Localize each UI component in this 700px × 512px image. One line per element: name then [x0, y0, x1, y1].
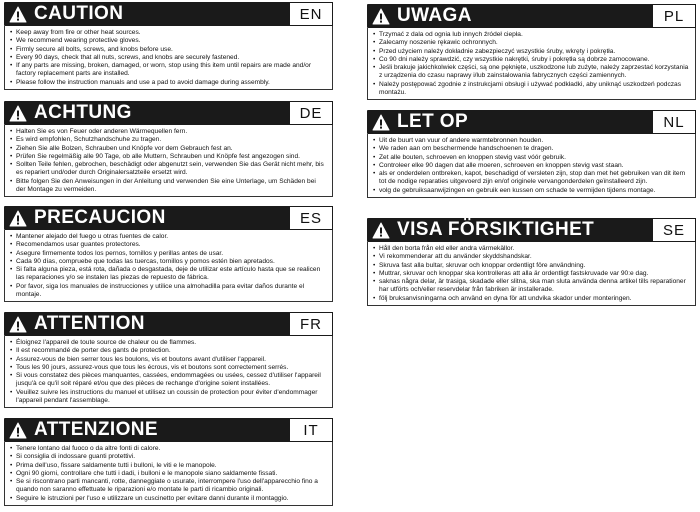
list-item: • Assurez-vous de bien serrer tous les boulons, vis et boutons avant d'utiliser l'appareil. [10, 356, 327, 364]
section-nl [367, 110, 696, 198]
list-item: • Vi rekommenderar att du använder skyddshandskar. [373, 253, 690, 261]
list-item: • Firmly secure all bolts, screws, and knobs before use. [10, 46, 327, 54]
list-item: • We raden aan om beschermende handschoenen te dragen. [373, 145, 690, 153]
section-body [367, 242, 696, 306]
list-item: • Every 90 days, check that all nuts, screws, and knobs are securely fastened. [10, 54, 327, 62]
list-item: • Zet alle bouten, schroeven en knoppen stevig vast vóór gebruik. [373, 154, 690, 162]
section-title: UWAGA [397, 5, 472, 26]
section-header [4, 312, 333, 336]
list-item: • als er onderdelen ontbreken, kapot, beschadigd of versleten zijn, stop dan met het gebruiken van dit item tot de nodige reparaties uitgevoerd zijn en/of originele vervangonderdelen geïnstalleerd zijn. [373, 170, 690, 187]
list-item: • Håll den borta från eld eller andra värmekällor. [373, 245, 690, 253]
section-it [4, 418, 333, 506]
section-body [4, 336, 333, 408]
section-body [4, 26, 333, 90]
warning-triangle-icon [9, 422, 27, 439]
list-item: • Por favor, siga los manuales de instrucciones y utilice una almohadilla para evitar daños durante el montaje. [10, 283, 327, 300]
list-item: • If any parts are missing, broken, damaged, or worn, stop using this item until repairs are made and/or factory replacement parts are installed. [10, 62, 327, 79]
warning-triangle-icon [372, 222, 390, 239]
section-header [4, 206, 333, 230]
list-item: • Si vous constatez des pièces manquantes, cassées, endommagées ou usées, cessez d'utiliser l'appareil jusqu'à ce qu'il soit réparé et/ou que des pièces de rechange d'origine soient installées. [10, 372, 327, 389]
list-item: • Tous les 90 jours, assurez-vous que tous les écrous, vis et boutons sont correctement serrés. [10, 364, 327, 372]
warning-triangle-icon [372, 114, 390, 131]
language-code: NL [652, 110, 696, 134]
list-item: • Jeśli brakuje jakichkolwiek części, są one pęknięte, uszkodzone lub zużyte, należy zaprzestać korzystania z urządzenia do czasu naprawy i/lub zainstalowania fabrycznych części zamiennych. [373, 64, 690, 81]
language-code: EN [289, 2, 333, 26]
list-item: • Skruva fast alla bultar, skruvar och knoppar ordentligt före användning. [373, 262, 690, 270]
list-item: • Controleer elke 90 dagen dat alle moeren, schroeven en knoppen stevig vast staan. [373, 162, 690, 170]
list-item: • Tenere lontano dal fuoco o da altre fonti di calore. [10, 445, 327, 453]
list-item: • Es wird empfohlen, Schutzhandschuhe zu tragen. [10, 136, 327, 144]
warning-triangle-icon [9, 105, 27, 122]
language-code: FR [289, 312, 333, 336]
list-item: • Należy postępować zgodnie z instrukcjami obsługi i używać podkładki, aby uniknąć uszkodzeń podczas montażu. [373, 81, 690, 98]
section-en [4, 2, 333, 90]
list-item: • Mantener alejado del fuego u otras fuentes de calor. [10, 233, 327, 241]
list-item: • Veuillez suivre les instructions du manuel et utilisez un coussin de protection pour éviter d'endommager l'appareil pendant l'assemblage. [10, 389, 327, 406]
warning-triangle-icon [9, 6, 27, 23]
section-se [367, 218, 696, 306]
list-item: • Asegure firmemente todos los pernos, tornillos y perillas antes de usar. [10, 250, 327, 258]
section-fr [4, 312, 333, 408]
list-item: • Bitte folgen Sie den Anweisungen in der Anleitung und verwenden Sie eine Unterlage, um Schäden bei der Montage zu vermeiden. [10, 178, 327, 195]
section-title: LET OP [397, 111, 469, 132]
section-title: ATTENZIONE [34, 419, 158, 440]
list-item: • Se si riscontrano parti mancanti, rotte, danneggiate o usurate, interrompere l'uso dell'apparecchio fino a quando non saranno effettuate le riparazioni e/o montate le parti di ricambio originali. [10, 478, 327, 495]
section-body [367, 28, 696, 100]
section-header [367, 110, 696, 134]
section-header [4, 101, 333, 125]
warning-triangle-icon [9, 210, 27, 227]
list-item: • volg de gebruiksaanwijzingen en gebruik een kussen om schade te vermijden tijdens montage. [373, 187, 690, 195]
warning-triangle-icon [372, 8, 390, 25]
list-item: • följ bruksanvisningarna och använd en dyna för att undvika skador under monteringen. [373, 295, 690, 303]
list-item: • Muttrar, skruvar och knoppar ska kontrolleras att alla är ordentligt fastskruvade var 90:e dag. [373, 270, 690, 278]
section-body [4, 442, 333, 506]
list-item: • Trzymać z dala od ognia lub innych źródeł ciepła. [373, 31, 690, 39]
language-code: DE [289, 101, 333, 125]
section-body [367, 134, 696, 198]
list-item: • Przed użyciem należy dokładnie zabezpieczyć wszystkie śruby, wkręty i pokrętła. [373, 48, 690, 56]
section-title: VISA FÖRSIKTIGHET [397, 219, 595, 240]
section-title: PRECAUCION [34, 207, 166, 228]
section-title: ATTENTION [34, 313, 145, 334]
list-item: • Éloignez l'appareil de toute source de chaleur ou de flammes. [10, 339, 327, 347]
list-item: • Zalecamy noszenie rękawic ochronnych. [373, 39, 690, 47]
section-header [4, 2, 333, 26]
list-item: • Please follow the instruction manuals and use a pad to avoid damage during assembly. [10, 79, 327, 87]
list-item: • Recomendamos usar guantes protectores. [10, 241, 327, 249]
section-header [4, 418, 333, 442]
section-de [4, 101, 333, 197]
list-item: • Si falta alguna pieza, está rota, dañada o desgastada, deje de utilizar este artículo hasta que se realicen las reparaciones y/o se instalen las piezas de repuesto de fábrica. [10, 266, 327, 283]
section-body [4, 125, 333, 197]
language-code: IT [289, 418, 333, 442]
language-code: ES [289, 206, 333, 230]
list-item: • Il est recommandé de porter des gants de protection. [10, 347, 327, 355]
list-item: • Halten Sie es von Feuer oder anderen Wärmequellen fern. [10, 128, 327, 136]
list-item: • Sollten Teile fehlen, gebrochen, beschädigt oder abgenutzt sein, verwenden Sie das Gerät nicht mehr, bis es repariert und/oder durch Originalersatzteile ersetzt wird. [10, 161, 327, 178]
warning-triangle-icon [9, 316, 27, 333]
list-item: • Co 90 dni należy sprawdzić, czy wszystkie nakrętki, śruby i pokrętła są dobrze zamocowane. [373, 56, 690, 64]
list-item: • saknas några delar, är trasiga, skadade eller slitna, ska man sluta använda denna artikel tills reparationer har utförts och/eller reservdelar från fabriken är installerade. [373, 278, 690, 295]
section-es [4, 206, 333, 302]
section-header [367, 218, 696, 242]
section-pl [367, 4, 696, 100]
list-item: • We recommend wearing protective gloves. [10, 37, 327, 45]
language-code: SE [652, 218, 696, 242]
language-code: PL [652, 4, 696, 28]
list-item: • Prüfen Sie regelmäßig alle 90 Tage, ob alle Muttern, Schrauben und Knöpfe fest angezogen sind. [10, 153, 327, 161]
list-item: • Ogni 90 giorni, controllare che tutti i dadi, i bulloni e le manopole siano saldamente fissati. [10, 470, 327, 478]
list-item: • Keep away from fire or other heat sources. [10, 29, 327, 37]
section-title: CAUTION [34, 3, 124, 24]
list-item: • Si consiglia di indossare guanti protettivi. [10, 453, 327, 461]
list-item: • Uit de buurt van vuur of andere warmtebronnen houden. [373, 137, 690, 145]
list-item: • Prima dell'uso, fissare saldamente tutti i bulloni, le viti e le manopole. [10, 462, 327, 470]
list-item: • Cada 90 días, compruebe que todas las tuercas, tornillos y pomos estén bien apretados. [10, 258, 327, 266]
section-title: ACHTUNG [34, 102, 132, 123]
list-item: • Ziehen Sie alle Bolzen, Schrauben und Knöpfe vor dem Gebrauch fest an. [10, 145, 327, 153]
section-header [367, 4, 696, 28]
list-item: • Seguire le istruzioni per l'uso e utilizzare un cuscinetto per evitare danni durante il montaggio. [10, 495, 327, 503]
section-body [4, 230, 333, 302]
